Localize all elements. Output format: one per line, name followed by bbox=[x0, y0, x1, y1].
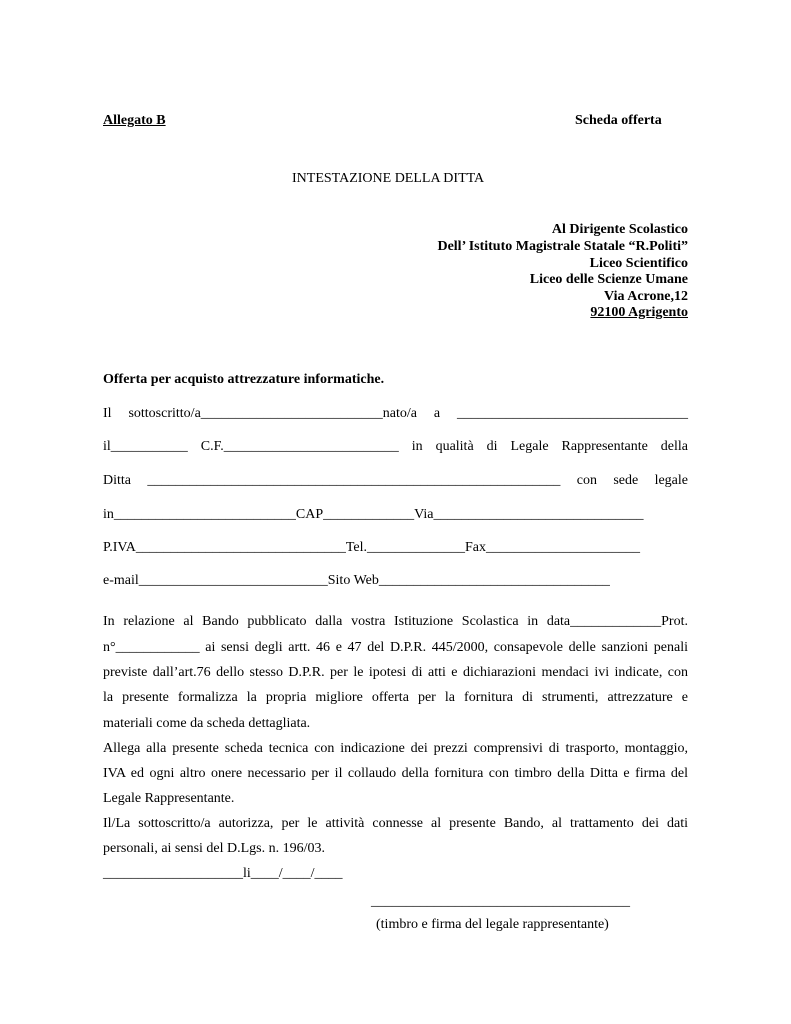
body-line-8: Legale Rappresentante. bbox=[103, 791, 235, 806]
form-row-contatti: P.IVA______________________________Tel.______________Fax______________________ bbox=[103, 540, 640, 555]
body-line-7: IVA ed ogni altro onere necessario per il collaudo della fornitura con timbro della Ditta e firma del bbox=[103, 766, 688, 781]
recipient-line-4: Liceo delle Scienze Umane bbox=[529, 272, 688, 287]
recipient-line-6-wrap bbox=[388, 304, 688, 322]
place-date-line: ____________________li____/____/____ bbox=[103, 866, 343, 881]
recipient-line-1: Al Dirigente Scolastico bbox=[551, 222, 688, 237]
body-line-10: personali, ai sensi del D.Lgs. n. 196/03. bbox=[103, 841, 326, 856]
body-line-5: materiali come da scheda dettagliata. bbox=[103, 716, 311, 731]
form-row-email: e-mail___________________________Sito Web_________________________________ bbox=[103, 573, 610, 588]
recipient-line-3: Liceo Scientifico bbox=[589, 256, 688, 271]
body-line-2: n°____________ ai sensi degli artt. 46 e 47 del D.P.R. 445/2000, consapevole delle sanzioni penali bbox=[103, 640, 688, 655]
recipient-line-2: Dell’ Istituto Magistrale Statale “R.Politi” bbox=[437, 239, 688, 254]
signature-caption: (timbro e firma del legale rappresentante) bbox=[376, 917, 609, 932]
form-row-sottoscritto: Il sottoscritto/a__________________________nato/a a _________________________________ bbox=[103, 406, 688, 421]
offer-title: Offerta per acquisto attrezzature informatiche. bbox=[103, 372, 385, 387]
recipient-line-6: 92100 Agrigento bbox=[590, 305, 688, 320]
form-row-cf: il___________ C.F._________________________ in qualità di Legale Rappresentante della bbox=[103, 439, 688, 454]
scheda-offerta-label: Scheda offerta bbox=[575, 113, 662, 128]
body-line-1: In relazione al Bando pubblicato dalla vostra Istituzione Scolastica in data_____________Prot. bbox=[103, 614, 688, 629]
body-line-6: Allega alla presente scheda tecnica con indicazione dei prezzi comprensivi di trasporto, montaggio, bbox=[103, 741, 688, 756]
allegato-label: Allegato B bbox=[103, 113, 166, 128]
body-line-9: Il/La sottoscritto/a autorizza, per le attività connesse al presente Bando, al trattamento dei dati bbox=[103, 816, 688, 831]
recipient-line-5: Via Acrone,12 bbox=[604, 289, 688, 304]
form-row-indirizzo: in__________________________CAP_____________Via______________________________ bbox=[103, 507, 644, 522]
intestazione-ditta: INTESTAZIONE DELLA DITTA bbox=[292, 171, 485, 186]
body-line-3: previste dall’art.76 dello stesso D.P.R. per le ipotesi di atti e dichiarazioni mendaci ivi indicate, con bbox=[103, 665, 688, 680]
form-row-ditta: Ditta ___________________________________________________________ con sede legale bbox=[103, 473, 688, 488]
signature-line: _____________________________________ bbox=[371, 894, 630, 909]
body-line-4: la presente formalizza la propria migliore offerta per la fornitura di strumenti, attrezzature e bbox=[103, 690, 688, 705]
